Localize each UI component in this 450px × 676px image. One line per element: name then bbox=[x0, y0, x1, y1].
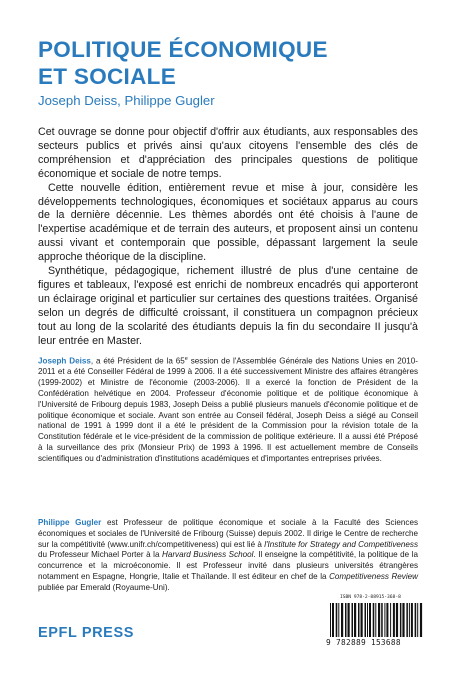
bio-italic: Harvard Business School bbox=[162, 550, 254, 560]
author-name-deiss: Joseph Deiss bbox=[38, 356, 91, 366]
bio-superscript: e bbox=[184, 356, 188, 362]
blurb bbox=[38, 126, 418, 349]
publisher-logo: EPFL PRESS bbox=[38, 625, 134, 641]
bio-text: est Professeur de politique économique et sociale à la Faculté des Sciences économiques et sociales de l'Université de Fribourg (Suisse) depuis 2002. Il dirige le Centre de recherche sur la compétitivité (www.unifr.ch/competitiveness) qui est lié à bbox=[38, 518, 418, 549]
blurb-paragraph-1: Cet ouvrage se donne pour objectif d'offrir aux étudiants, aux responsables des secteurs publics et privés ainsi qu'aux citoyens l'ensemble des clés de compréhension et d'appréciation des principales questions de politique économique et sociale de notre temps. bbox=[38, 126, 418, 180]
blurb-paragraph-2: Cette nouvelle édition, entièrement revue et mise à jour, considère les développements technologiques, économiques et sociétaux apparus au cours de la dernière décennie. Les thèmes abordés ont été choisis à l'aune de l'expertise académique et de terrain des auteurs, et proposent ainsi un contenu aussi vivant et contemporain que possible, dépassant largement la seule approche théorique de la discipline. bbox=[38, 181, 418, 264]
book-title bbox=[38, 36, 418, 90]
barcode bbox=[326, 595, 424, 649]
book-title-line-1: POLITIQUE ÉCONOMIQUE bbox=[38, 37, 328, 62]
bio-italic: l'Institute for Strategy and Competitiveness bbox=[264, 539, 418, 549]
bio-text: , a été Président de la 65 bbox=[90, 356, 185, 366]
bio-text: session de l'Assemblée Générale des Nations Unies en 2010-2011 et a été Conseiller Fédéral de 1999 à 2006. Il a été successivement Ministre des affaires étrangères (1999-2002) et Ministre de l'économie (2003-2006). Il a exercé la fonction de Président de la Confédération helvétique en 2004. Professeur d'économie politique et de politique économique à l'Université de Fribourg depuis 1983, Joseph Deiss a publié plusieurs manuels d'économie politique et de politique économique et sociale. Avant son entrée au Conseil fédéral, Joseph Deiss a siégé au Conseil national de 1991 à 1999 dont il a été le président de la Commission pour la révision totale de la Constitution fédérale et le vice-président de la commission de politique extérieure. Il a aussi été Préposé à la surveillance des prix (Monsieur Prix) de 1993 à 1996. Il est actuellement membre de Conseils scientifiques ou d'administration d'institutions académiques et d'importantes entreprises privées. bbox=[38, 356, 418, 463]
bio-text: publiée par Emerald (Royaume-Uni). bbox=[38, 582, 170, 592]
bio-italic: Competitiveness Review bbox=[329, 571, 418, 581]
bio-text: du Professeur Michael Porter à la bbox=[38, 550, 162, 560]
book-title-line-2: ET SOCIALE bbox=[38, 64, 177, 89]
authors: Joseph Deiss, Philippe Gugler bbox=[38, 93, 215, 108]
author-bio-deiss bbox=[38, 354, 418, 465]
bio-text: . Il enseigne la compétitivité, la politique de la concurrence et la microéconomie. Il est Professeur invité dans plusieurs universités étrangères notamment en Espagne, Hongrie, Italie et Thaïlande. Il est éditeur en chef de la bbox=[38, 550, 419, 581]
author-bio-gugler bbox=[38, 518, 418, 594]
isbn-text: ISBN 978-2-88915-368-8 bbox=[340, 595, 401, 600]
author-name-gugler: Philippe Gugler bbox=[38, 518, 102, 527]
barcode-digits: 9 782889 153688 bbox=[326, 638, 401, 647]
blurb-paragraph-3: Synthétique, pédagogique, richement illustré de plus d'une centaine de figures et tableaux, l'exposé est enrichi de nombreux encadrés qui apporteront un éclairage original et particulier sur certaines des questions traitées. Organisé selon un degrés de difficulté croissant, il constituera un compagnon précieux tout au long de la scolarité des étudiants depuis la fin du secondaire II jusqu'à leur entrée en Master. bbox=[38, 265, 418, 347]
barcode-bars bbox=[326, 603, 424, 639]
